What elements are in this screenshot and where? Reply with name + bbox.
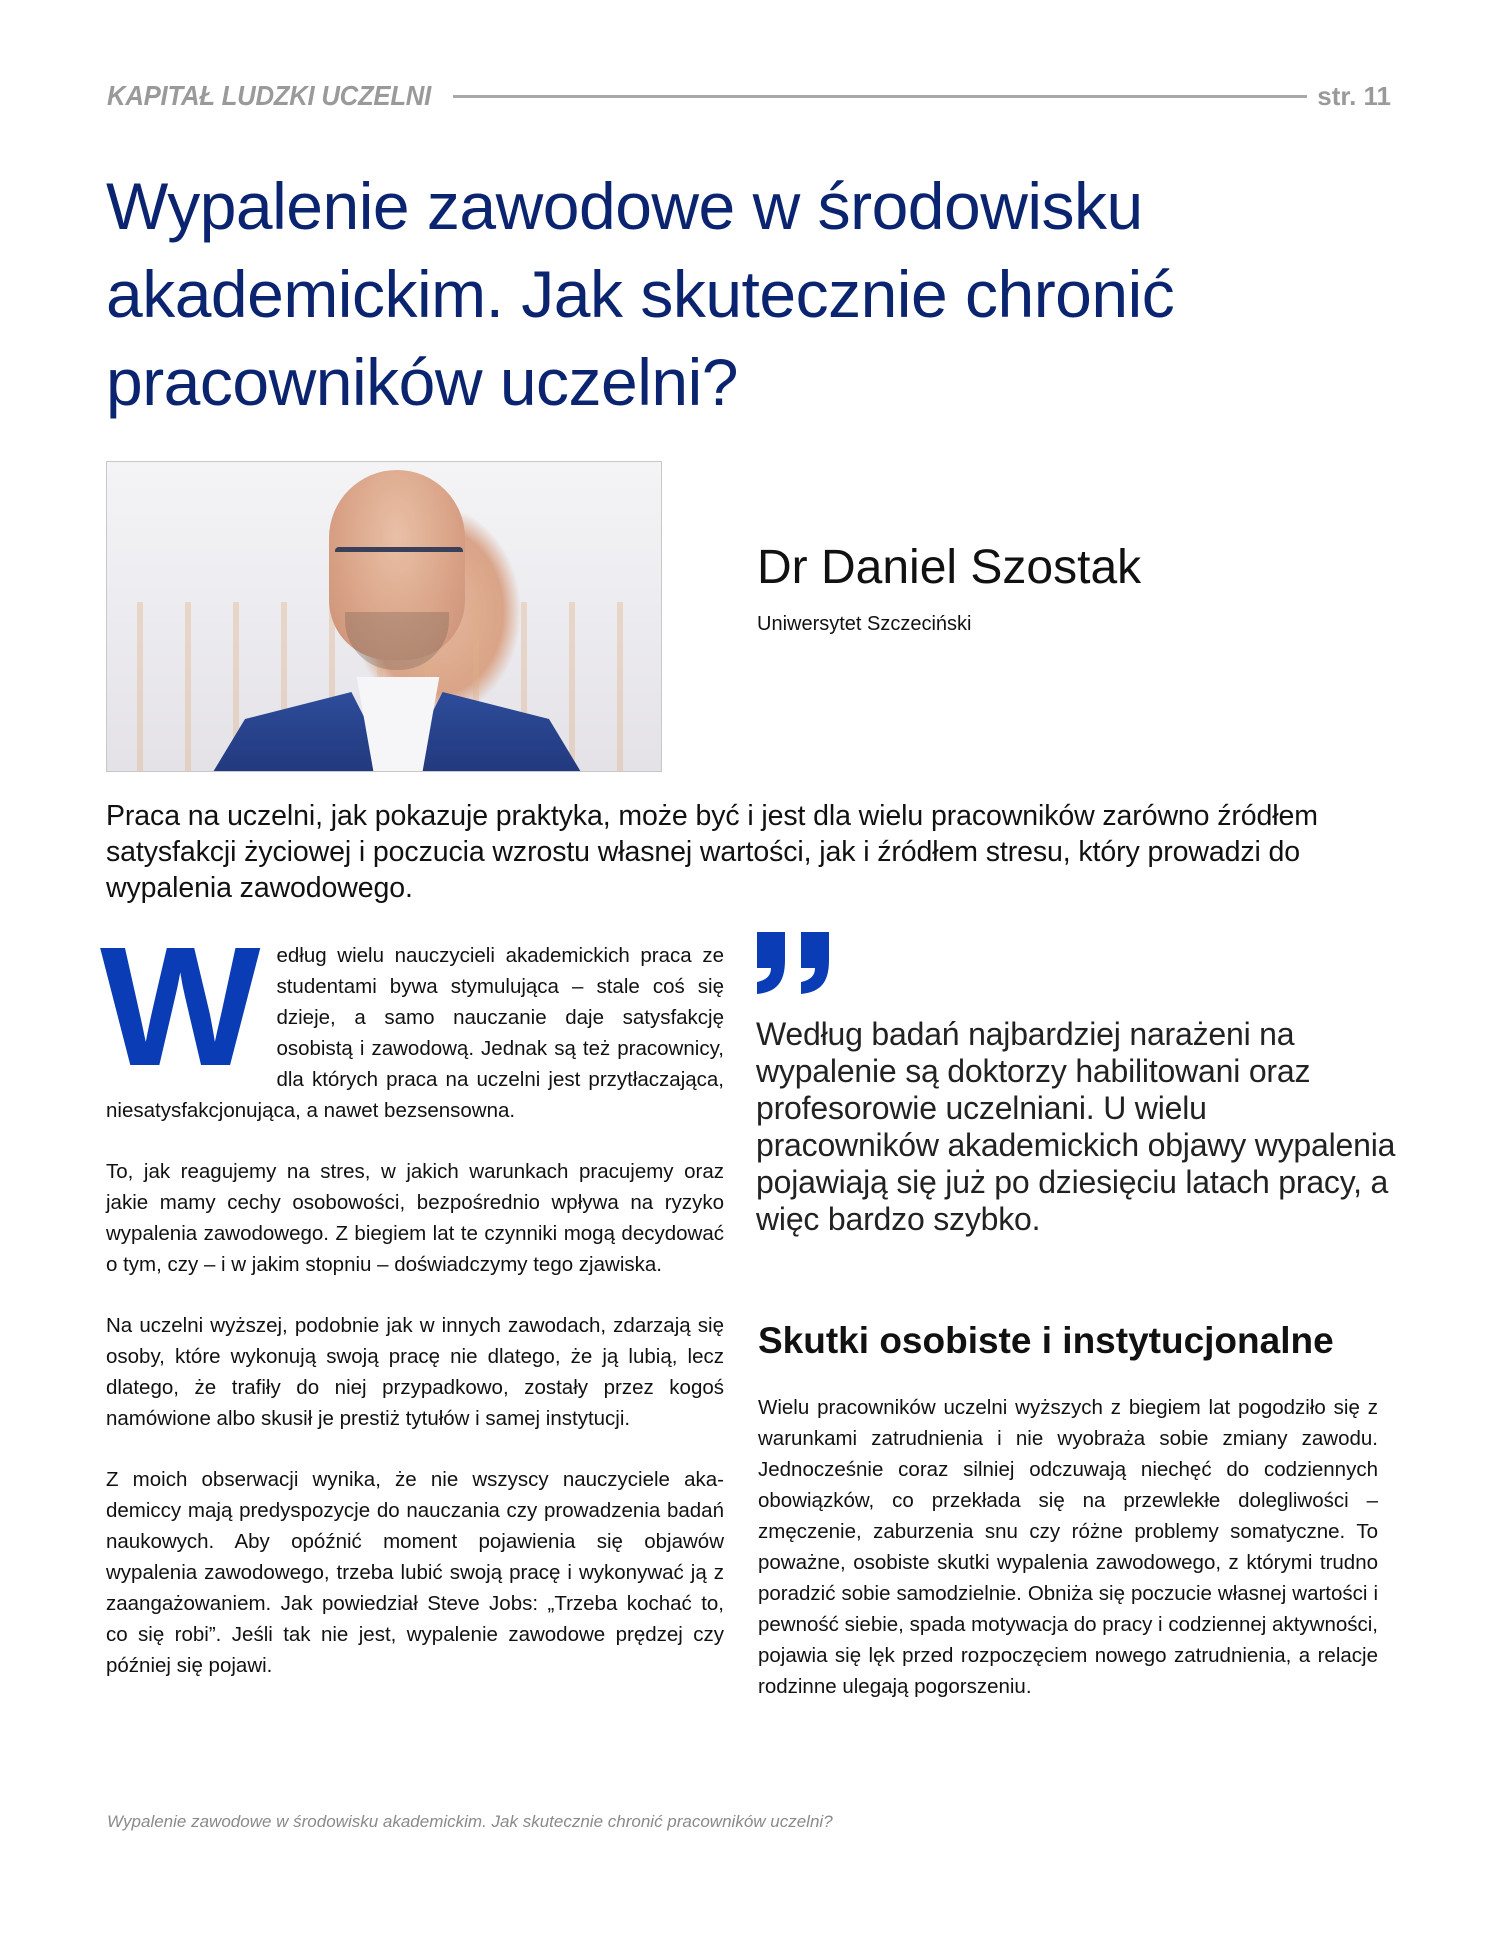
- paragraph-3: Na uczelni wyższej, podobnie jak w innych zawodach, zdarzają się osoby, które wykonują swoją pracę nie dlatego, że ją lubią, lecz dlatego, że trafiły do niej przypadkowo, zostały przez kogoś namówione albo skusił je prestiż tytułów i samej instytucji.: [106, 1314, 724, 1430]
- author-affiliation: Uniwersytet Szczeciński: [757, 613, 972, 635]
- journal-name: KAPITAŁ LUDZKI UCZELNI: [107, 80, 432, 111]
- photo-glasses: [335, 547, 463, 569]
- section-heading: Skutki osobiste i instytucjonalne: [758, 1320, 1334, 1361]
- left-column: [100, 912, 724, 1711]
- section-body: Wielu pracowników uczelni wyższych z biegiem lat pogodziło się z warunkami zatrudnienia i nie wyobraża sobie zmiany zawodu. Jednocześnie coraz silniej odczuwają niechęć do codziennych obowiązków, co przekłada się na przewlekłe dolegliwości – zmęczenie, zaburzenia snu czy różne problemy somatyczne. To poważne, osobiste skutki wypalenia zawodowego, z którymi trudno poradzić sobie samodzielnie. Obniża się poczucie własnej wartości i pewność siebie, spada motywacja do pracy i codziennej aktywności, pojawia się lęk przed rozpoczęciem nowego zatrudnienia, a relacje rodzinne ulegają pogorszeniu.: [758, 1396, 1378, 1698]
- paragraph-1-text: edług wielu nauczycieli akademickich praca ze studentami bywa stymulująca – stale coś się dzieje, a samo nauczanie daje satysfakcję osobistą i zawodową. Jednak są też pracownicy, dla których praca na uczelni jest przytłaczająca, niesatysfakcjonująca, a nawet bezsensowna.: [106, 944, 724, 1122]
- paragraph-4: Z moich obserwacji wynika, że nie wszyscy nauczyciele akademiccy mają predyspozycje do nauczania czy prowadzenia badań naukowych. Aby opóźnić moment pojawienia się objawów wypalenia zawodowego, trzeba lubić swoją pracę i wykonywać ją z zaangażowaniem. Jak powiedział Steve Jobs: „Trzeba kochać to, co się robi”. Jeśli tak nie jest, wypalenie zawodowe prędzej czy później się pojawi.: [106, 1468, 724, 1677]
- author-photo: [106, 461, 662, 772]
- closing-quote-icon: [755, 930, 835, 1000]
- running-header: [107, 78, 1391, 114]
- lead-paragraph: Praca na uczelni, jak pokazuje praktyka, może być i jest dla wielu pracowników zarówno źródłem satysfakcji życiowej i poczucia wzrostu własnej wartości, jak i źródłem stresu, który prowadzi do wypalenia zawodowego.: [106, 800, 1318, 904]
- pull-quote: Według badań najbardziej narażeni na wypalenie są doktorzy habilitowani oraz profesorowie uczelniani. U wielu pracowników akademickich objawy wypalenia pojawiają się już po dziesięciu latach pracy, a więc bardzo szybko.: [756, 1016, 1396, 1237]
- article-title: Wypalenie zawodowe w środowisku akademickim. Jak skutecznie chronić pracowników uczelni?: [106, 169, 1175, 419]
- dropcap: W: [100, 912, 261, 1102]
- running-footer: Wypalenie zawodowe w środowisku akademickim. Jak skutecznie chronić pracowników uczelni?: [107, 1812, 833, 1831]
- header-rule: [453, 95, 1307, 98]
- author-name: Dr Daniel Szostak: [757, 541, 1142, 594]
- page-number: str. 11: [1317, 80, 1391, 111]
- paragraph-1: [100, 912, 724, 1126]
- paragraph-2: To, jak reagujemy na stres, w jakich warunkach pracujemy oraz jakie mamy cechy osobowości, bezpośrednio wpływa na ryzyko wypalenia zawodowego. Z biegiem lat te czynniki mogą decydować o tym, czy – i w jakim stopniu – doświadczymy tego zjawiska.: [106, 1160, 724, 1276]
